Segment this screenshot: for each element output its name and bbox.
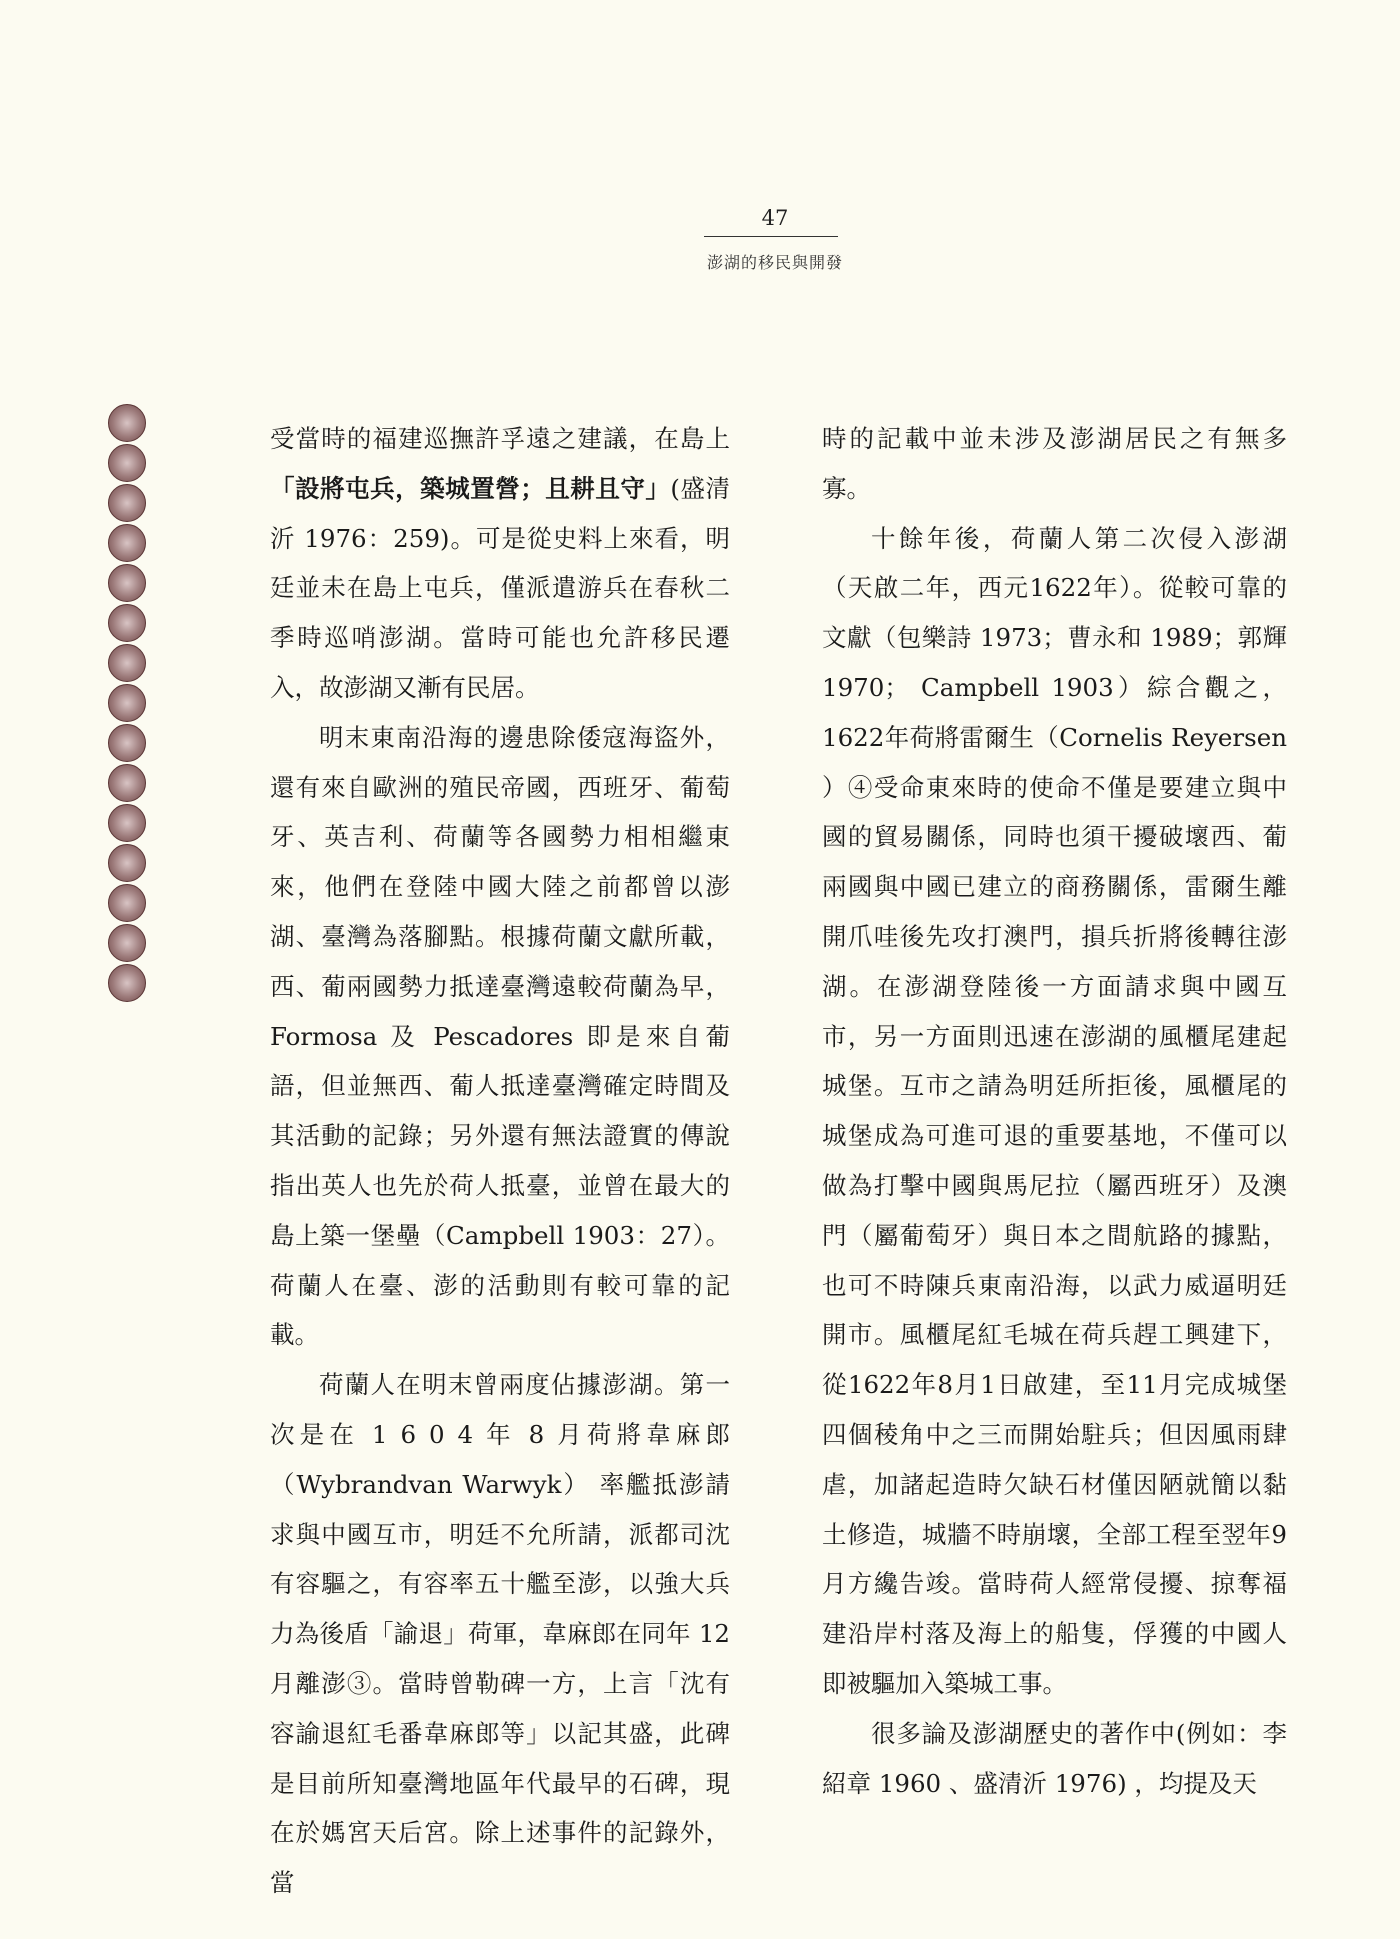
- seal-ornament-strip: [108, 404, 148, 1002]
- seal-ornament-icon: [108, 444, 146, 482]
- seal-ornament-icon: [108, 764, 146, 802]
- left-text-column: [270, 414, 730, 1908]
- running-title: 澎湖的移民與開發: [706, 253, 843, 272]
- right-text-column: [822, 414, 1287, 1808]
- left-paragraph-1-end: (盛清沂 1976：259)。可是從史料上來看，明廷並未在島上屯兵，僅派遣游兵在春秋二季時巡哨澎湖。當時可能也允許移民遷入，故澎湖又漸有民居。: [270, 473, 730, 702]
- seal-ornament-icon: [108, 924, 146, 962]
- seal-ornament-icon: [108, 884, 146, 922]
- quote-emphasis: 「設將屯兵，築城置營；且耕且守」: [270, 473, 671, 503]
- seal-ornament-icon: [108, 604, 146, 642]
- seal-ornament-icon: [108, 484, 146, 522]
- right-paragraph-3: 很多論及澎湖歷史的著作中(例如：李紹章 1960 、盛清沂 1976) ，均提及天: [822, 1718, 1287, 1798]
- left-paragraph-1: [270, 414, 730, 713]
- seal-ornament-icon: [108, 564, 146, 602]
- left-paragraph-2: 明末東南沿海的邊患除倭寇海盜外，還有來自歐洲的殖民帝國，西班牙、葡萄牙、英吉利、荷蘭等各國勢力相相繼東來，他們在登陸中國大陸之前都曾以澎湖、臺灣為落腳點。根據荷蘭文獻所載，西、葡兩國勢力抵達臺灣遠較荷蘭為早，Formosa 及 Pescadores 即是來自葡語，但並無西、葡人抵達臺灣確定時間及其活動的記錄；另外還有無法證實的傳說指出英人也先於荷人抵臺，並曾在最大的島上築一堡壘（Campbell 1903：27）。荷蘭人在臺、澎的活動則有較可靠的記載。: [270, 722, 730, 1350]
- right-paragraph-1: 時的記載中並未涉及澎湖居民之有無多寡。: [822, 424, 1287, 503]
- seal-ornament-icon: [108, 804, 146, 842]
- seal-ornament-icon: [108, 524, 146, 562]
- seal-ornament-icon: [108, 964, 146, 1002]
- seal-ornament-icon: [108, 844, 146, 882]
- seal-ornament-icon: [108, 404, 146, 442]
- seal-ornament-icon: [108, 724, 146, 762]
- seal-ornament-icon: [108, 684, 146, 722]
- right-paragraph-2: 十餘年後，荷蘭人第二次侵入澎湖（天啟二年，西元1622年）。從較可靠的文獻（包樂詩 1973；曹永和 1989；郭輝 1970； Campbell 1903）綜合觀之，1622年荷將雷爾生（Cornelis Reyersen ）④受命東來時的使命不僅是要建立與中國的貿易關係，同時也須干擾破壞西、葡兩國與中國已建立的商務關係，雷爾生離開爪哇後先攻打澳門，損兵折將後轉往澎湖。在澎湖登陸後一方面請求與中國互市，另一方面則迅速在澎湖的風櫃尾建起城堡。互市之請為明廷所拒後，風櫃尾的城堡成為可進可退的重要基地，不僅可以做為打擊中國與馬尼拉（屬西班牙）及澳門（屬葡萄牙）與日本之間航路的據點，也可不時陳兵東南沿海，以武力威逼明廷開市。風櫃尾紅毛城在荷兵趕工興建下，從1622年8月1日啟建，至11月完成城堡四個稜角中之三而開始駐兵；但因風雨肆虐，加諸起造時欠缺石材僅因陋就簡以黏土修造，城牆不時崩壞，全部工程至翌年9月方纔告竣。當時荷人經常侵擾、掠奪福建沿岸村落及海上的船隻，俘獲的中國人即被驅加入築城工事。: [822, 523, 1287, 1698]
- page-number: 47: [761, 206, 789, 230]
- left-paragraph-3: 荷蘭人在明末曾兩度佔據澎湖。第一次是在 1 6 0 4 年 8 月荷將韋麻郎（Wybrandvan Warwyk） 率艦抵澎請求與中國互市，明廷不允所請，派都司沈有容驅之，有容率五十艦至澎，以強大兵力為後盾「諭退」荷軍，韋麻郎在同年 12 月離澎③。當時曾勒碑一方，上言「沈有容諭退紅毛番韋麻郎等」以記其盛，此碑是目前所知臺灣地區年代最早的石碑，現在於媽宮天后宮。除上述事件的記錄外，當: [270, 1370, 730, 1898]
- left-paragraph-1-start: 受當時的福建巡撫許孚遠之建議，在島上: [270, 424, 730, 453]
- seal-ornament-icon: [108, 644, 146, 682]
- header-rule: [704, 236, 838, 237]
